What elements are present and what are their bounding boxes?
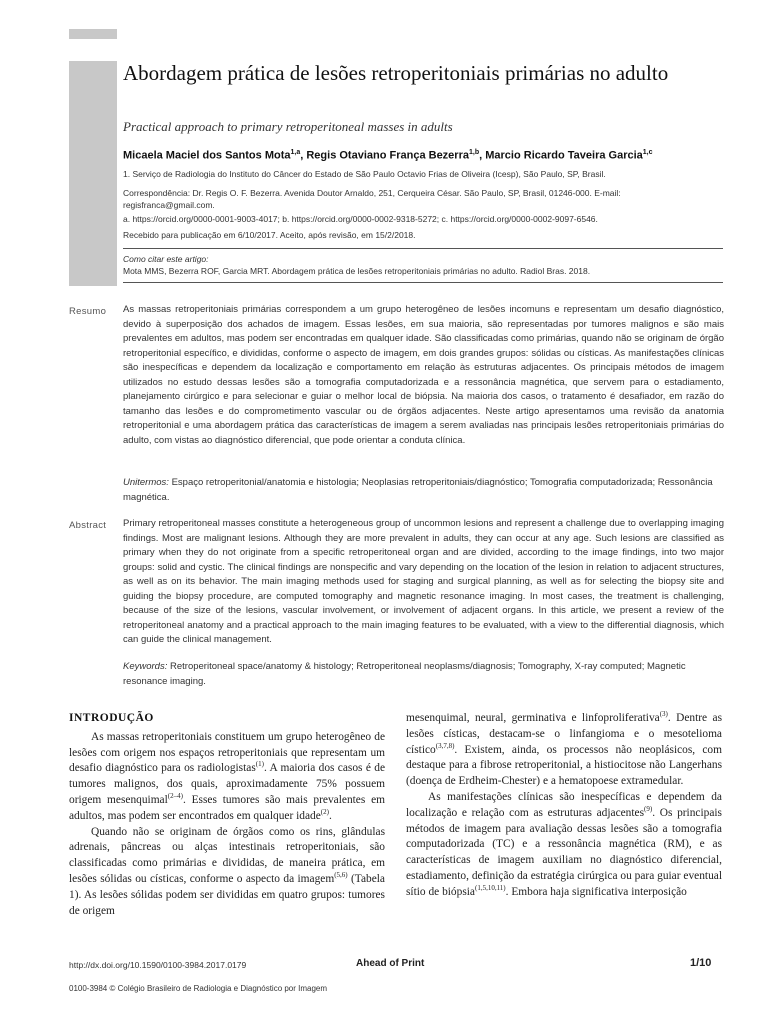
citation-ref: (9) (644, 804, 653, 813)
body-column-left (69, 711, 385, 919)
author-affiliation-marker: 1,a (290, 149, 301, 156)
cite-text: Mota MMS, Bezerra ROF, Garcia MRT. Abordagem prática de lesões retroperitoniais primárias no adulto. Radiol Bras. 2018. (123, 266, 591, 276)
correspondence-email: regisfranca@gmail.com. (123, 200, 215, 210)
author-affiliation-marker: 1,b (468, 149, 480, 156)
body-column-right (406, 711, 722, 901)
resumo-keywords (123, 476, 724, 505)
citation-ref: (5,6) (334, 871, 348, 880)
keywords-label: Keywords: (123, 661, 168, 672)
citation-ref: (2–4) (167, 792, 183, 801)
body-paragraph: As massas retroperitoniais constituem um grupo heterogêneo de lesões com origem nos espaços retroperitoniais que representam um desafio diagnóstico para os radiologistas$^{(1)}$. A maioria dos casos é de tumores malignos, dos quais, aproximadamente 75% possuem origem mesenquimal$^{(2-4)}$. Esses tumores são mais prevalentes em adultos, mas podem ser encontrados em qualquer idade$^{(2)}$. (69, 730, 385, 822)
keywords-text: Espaço retroperitonial/anatomia e histologia; Neoplasias retroperitoniais/diagnóstico; Tomografia computadorizada; Ressonância magnética. (123, 477, 713, 503)
keywords-label: Unitermos: (123, 477, 169, 488)
doi-link[interactable]: http://dx.doi.org/10.1590/0100-3984.2017.0179 (69, 960, 247, 970)
author-affiliation-marker: 1,c (642, 149, 653, 156)
citation-ref: (1) (255, 760, 264, 769)
body-paragraph: mesenquimal, neural, germinativa e linfoproliferativa$^{(3)}$. Dentre as lesões císticas, destacam-se o linfangioma e o mesotelioma cístico$^{(3,7,8)}$. Existem, ainda, os processos não neoplásicos, com destaque para a fibrose retroperitonial, a histiocitose não Langerhans (doença de Erdheim-Chester) e a hematopoese extramedular. (406, 710, 722, 788)
citation-ref: (1,5,10,11) (474, 883, 506, 892)
resumo-text: As massas retroperitoniais primárias correspondem a um grupo heterogêneo de lesões incomuns e representam um desafio diagnóstico, devido à superposição dos achados de imagem. Essas lesões, em sua maioria, são representadas por tumores malignos e são mais prevalentes em adultos, mas podem ser encontradas em qualquer idade. São classificadas como primárias, quando não se originam de órgão retroperitonial específico, e divididas, conforme o aspecto de imagem, em dois grandes grupos: sólidas ou císticas. As manifestações clínicas são inespecíficas e dependem da localização e comportamento em relação às estruturas adjacentes. Os principais métodos de imagem utilizados no estudo dessas lesões são a tomografia computadorizada e a ressonância magnética, que servem para o estadiamento, planejamento cirúrgico e para selecionar e guiar o melhor local de biópsia. Na maioria dos casos, o tratamento é desafiador, em razão do tamanho das lesões e do comprometimento vascular ou de órgãos adjacentes. Neste artigo apresentamos uma revisão da anatomia retroperitonial e uma abordagem prática das características de imagem a serem avaliadas nas principais lesões retroperitoniais primárias do adulto, com vistas ao diagnóstico diferencial, que pode orientar a conduta clínica. (123, 304, 724, 446)
author-name: Regis Otaviano França Bezerra (306, 149, 469, 162)
received-line: Recebido para publicação em 6/10/2017. Aceito, após revisão, em 15/2/2018. (123, 230, 416, 240)
orcid-line: a. https://orcid.org/0000-0001-9003-4017; b. https://orcid.org/0000-0002-9318-5272; c. https://orcid.org/0000-0002-9097-6546. (123, 214, 598, 224)
author-name: Micaela Maciel dos Santos Mota (123, 149, 291, 162)
title-side-band (69, 61, 117, 286)
copyright: 0100-3984 © Colégio Brasileiro de Radiologia e Diagnóstico por Imagem (69, 984, 328, 993)
abstract-label: Abstract (69, 520, 107, 531)
abstract-keywords (123, 660, 724, 689)
article-title: Abordagem prática de lesões retroperitoniais primárias no adulto (123, 61, 669, 85)
body-paragraph: As manifestações clínicas são inespecíficas e dependem da localização e relação com as estruturas adjacentes$^{(9)}$. Os principais métodos de imagem para avaliação dessas lesões são a tomografia computadorizada (TC) e a ressonância magnética (RM), e as características de imagem auxiliam no diagnóstico diferencial, estadiamento, definição da estratégia cirúrgica ou para guiar eventual sítio de biópsia$^{(1,5,10,11)}$. Embora haja significativa interposição (406, 790, 722, 898)
resumo-label: Resumo (69, 306, 107, 317)
keywords-text: Retroperitoneal space/anatomy & histology; Retroperitoneal neoplasms/diagnosis; Tomography, X-ray computed; Magnetic resonance imaging. (123, 661, 686, 687)
divider (123, 248, 723, 249)
body-paragraph: Quando não se originam de órgãos como os rins, glândulas adrenais, pâncreas ou alças intestinais retroperitoniais, são classificadas como primárias e divididas, de maneira prática, em lesões sólidas ou císticas, conforme o aspecto da imagem$^{(5,6)}$ (Tabela 1). As lesões sólidas podem ser divididas em quatro grupos: tumores de origem (69, 825, 385, 917)
citation-ref: (2) (320, 807, 329, 816)
article-subtitle: Practical approach to primary retroperitoneal masses in adults (123, 119, 453, 134)
top-decor-bar (69, 29, 117, 39)
correspondence-line: Correspondência: Dr. Regis O. F. Bezerra. Avenida Doutor Arnaldo, 251, Cerqueira César. São Paulo, SP, Brasil, 01246-000. E-mail: (123, 188, 621, 198)
affiliation: 1. Serviço de Radiologia do Instituto do Câncer do Estado de São Paulo Octavio Frias de Oliveira (Icesp), São Paulo, SP, Brasil. (123, 169, 606, 179)
cite-label: Como citar este artigo: (123, 254, 209, 264)
abstract-text: Primary retroperitoneal masses constitute a heterogeneous group of uncommon lesions and represent a challenge due to overlapping imaging findings. Most are malignant lesions. Although they are more prevalent in adults, they can occur at any age. Such lesions are classified as primary when they do not originate from a specific retroperitoneal organ and are divided, according to the image findings, into two major groups: solid and cystic. The clinical findings are nonspecific and vary depending on the location of the lesion in relation to adjacent structures, as well as on its behavior. The main imaging methods used for staging and surgical planning, as well as for selecting the biopsy site and guiding the biopsy procedure, are computed tomography and magnetic resonance imaging. In most cases, the treatment is challenging, because of the size of the lesions, vascular involvement, or involvement of adjacent organs. In this article, we present a review of the retroperitoneal anatomy and a practical approach to the main imaging features to be evaluated, with a view to the differential diagnosis, which can guide the clinical management. (123, 518, 724, 645)
author-name: Marcio Ricardo Taveira Garcia (485, 149, 643, 162)
author-list: Micaela Maciel dos Santos Mota$^{1,a}$, Regis Otaviano França Bezerra$^{1,b}$, Marcio Ricardo Taveira Garcia$^{1,c}$ (123, 149, 653, 162)
page-number: 1/10 (690, 957, 712, 969)
section-heading: INTRODUÇÃO (69, 712, 154, 724)
divider (123, 282, 723, 283)
citation-ref: (3) (659, 710, 668, 719)
publication-status: Ahead of Print (356, 958, 425, 969)
citation-ref: (3,7,8) (435, 741, 455, 750)
